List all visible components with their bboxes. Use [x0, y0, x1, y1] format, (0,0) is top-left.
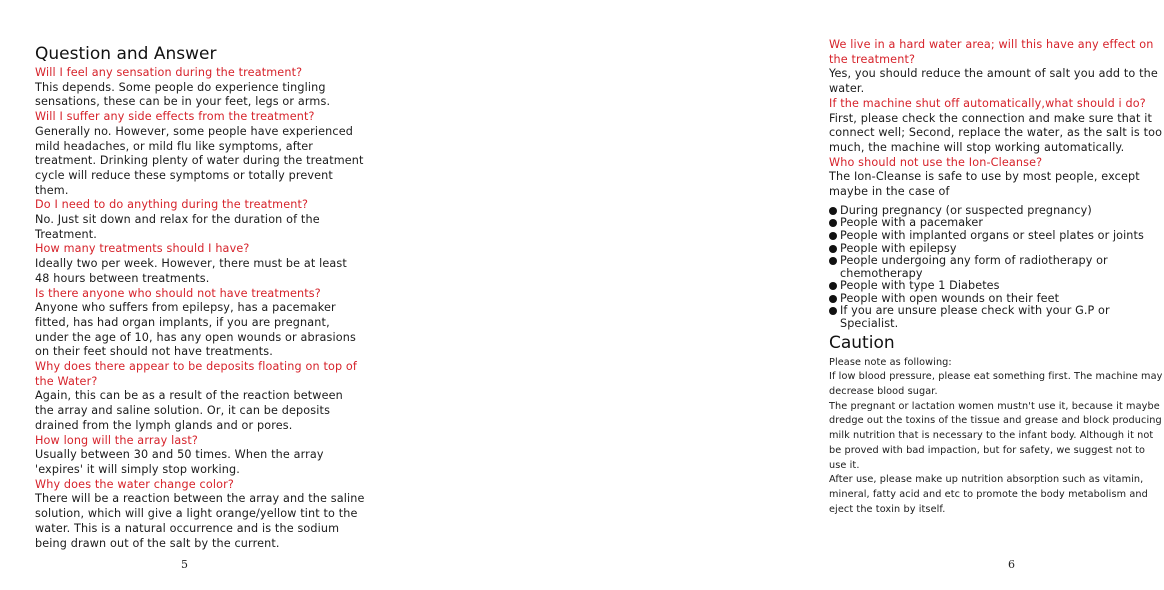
caution-paragraph: The pregnant or lactation women mustn't use it, because it maybe dredge out the toxins of the tissue and grease and block producing milk nutrition that is necessary to the infant body. Although it not be proved with bad impaction, but for safety, we suggest not to use it. — [829, 400, 1162, 471]
list-item-text: People with epilepsy — [840, 241, 957, 255]
question-4: Is there anyone who should not have treatments? — [35, 286, 321, 300]
question-5: Why does there appear to be deposits floating on top of the Water? — [35, 360, 358, 388]
answer-9: First, please check the connection and make sure that it connect well; Second, replace the water, as the salt is too much, the machine will stop working automatically. — [829, 111, 1163, 154]
answer-7: There will be a reaction between the array and the saline solution, which will give a light orange/yellow tint to the water. This is a natural occurrence and is the sodium being drawn out of the salt by the current. — [35, 492, 365, 550]
bullet-icon — [829, 295, 837, 303]
list-item-text: People with a pacemaker — [840, 216, 984, 230]
list-item-text: During pregnancy (or suspected pregnancy) — [840, 203, 1092, 217]
caution-paragraph: If low blood pressure, please eat something first. The machine may decrease blood sugar. — [829, 371, 1163, 398]
question-0: Will I feel any sensation during the treatment? — [35, 66, 303, 79]
answer-8: Yes, you should reduce the amount of salt you add to the water. — [829, 67, 1158, 96]
list-item-text: If you are unsure please check with your G.P or Specialist. — [840, 304, 1110, 331]
bullet-icon — [829, 307, 837, 315]
answer-0: This depends. Some people do experience tingling sensations, these can be in your feet, legs or arms. — [35, 80, 331, 109]
question-1: Will I suffer any side effects from the treatment? — [35, 110, 315, 124]
page-number: 6 — [1008, 558, 1015, 571]
question-10: Who should not use the Ion-Cleanse? — [829, 155, 1043, 169]
list-item-text: People undergoing any form of radiotherapy or chemotherapy — [840, 254, 1108, 280]
list-item — [829, 305, 1164, 330]
page-heading: Question and Answer — [35, 44, 217, 64]
question-8: We live in a hard water area; will this have any effect on the treatment? — [829, 38, 1154, 66]
question-6: How long will the array last? — [35, 433, 198, 447]
caution-paragraph: After use, please make up nutrition absorption such as vitamin, mineral, fatty acid and etc to promote the body metabolism and eject the toxin by itself. — [829, 474, 1148, 515]
right-column — [829, 38, 1164, 517]
bullet-icon — [829, 232, 837, 240]
question-7: Why does the water change color? — [35, 477, 234, 491]
question-9: If the machine shut off automatically,what should i do? — [829, 96, 1146, 110]
answer-2: No. Just sit down and relax for the duration of the Treatment. — [35, 213, 320, 241]
answer-10: The Ion-Cleanse is safe to use by most people, except maybe in the case of — [829, 170, 1140, 199]
page-number: 5 — [181, 558, 188, 571]
bullet-icon — [829, 282, 837, 290]
bullet-icon — [829, 245, 837, 253]
answer-4: Anyone who suffers from epilepsy, has a pacemaker fitted, has had organ implants, if you are pregnant, under the age of 10, has any open wounds or abrasions on their feet should not have treatments. — [35, 301, 356, 359]
right-page — [400, 0, 1163, 590]
bullet-icon — [829, 207, 837, 215]
left-column — [35, 44, 365, 551]
question-2: Do I need to do anything during the treatment? — [35, 198, 309, 212]
list-item — [829, 255, 1164, 280]
list-item-text: People with implanted organs or steel plates or joints — [840, 228, 1144, 242]
bullet-icon — [829, 257, 837, 265]
question-3: How many treatments should I have? — [35, 242, 250, 256]
caution-heading: Caution — [829, 332, 895, 353]
list-item-text: People with type 1 Diabetes — [840, 279, 1000, 293]
list-item-text: People with open wounds on their feet — [840, 291, 1060, 305]
answer-6: Usually between 30 and 50 times. When the array 'expires' it will simply stop working. — [35, 448, 324, 476]
answer-3: Ideally two per week. However, there must be at least 48 hours between treatments. — [35, 257, 347, 285]
left-page — [0, 0, 400, 590]
answer-5: Again, this can be as a result of the reaction between the array and saline solution. Or, it can be deposits drained from the lymph glands and or pores. — [35, 389, 343, 432]
contraindication-list — [829, 205, 1164, 331]
bullet-icon — [829, 219, 837, 227]
caution-paragraph: Please note as following: — [829, 356, 952, 368]
answer-1: Generally no. However, some people have experienced mild headaches, or mild flu like symptoms, after treatment. Drinking plenty of water during the treatment cycle will reduce these symptoms or totally prevent them. — [35, 124, 364, 197]
